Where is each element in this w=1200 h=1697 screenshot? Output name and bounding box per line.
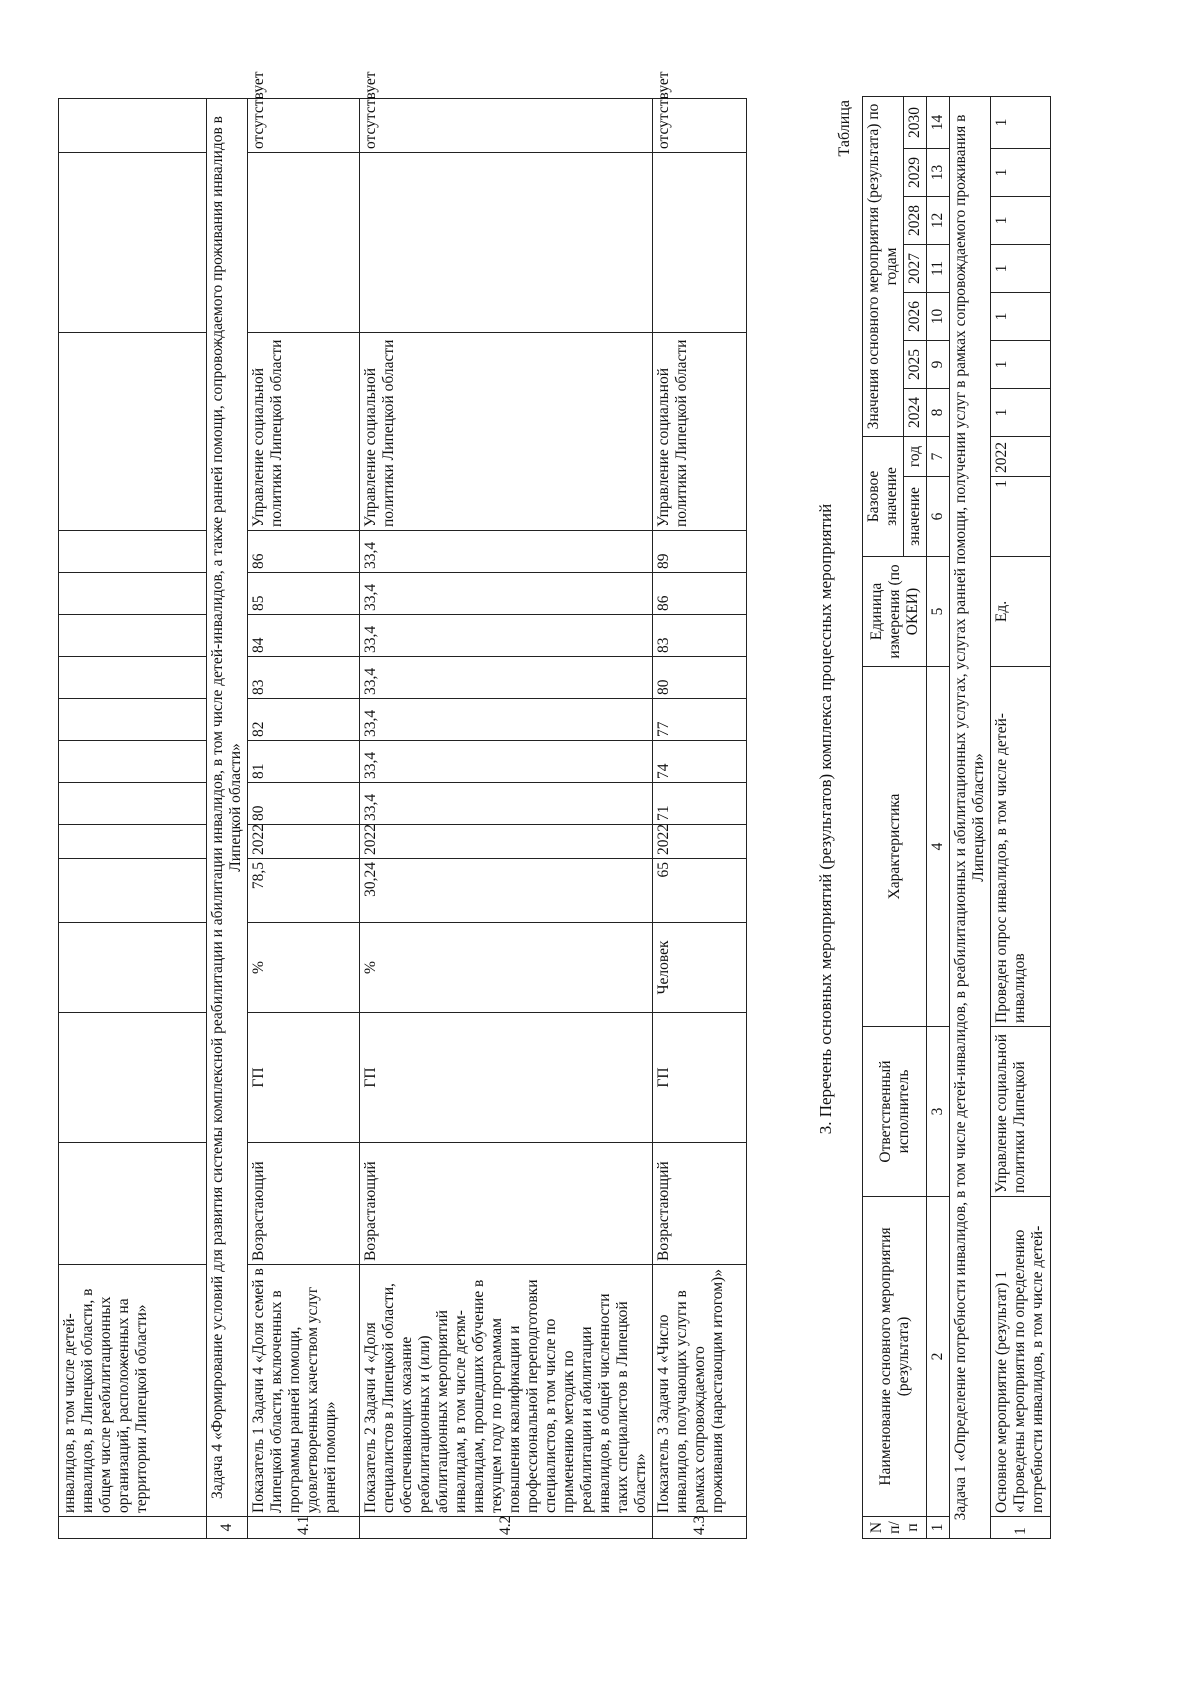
value-2025: 33,4 — [360, 741, 653, 783]
value-2030: 89 — [653, 531, 747, 573]
base-year: 2022 — [991, 436, 1051, 476]
indicator-name: Показатель 2 Задачи 4 «Доля специалистов в Липецкой области, обеспечивающих оказание реабилитационных и (или) абилитационных мероприятий инвалидам, в том числе детям-инвалидам, прошедших обучение в текущем году по программам повышения квалификации и профессиональной переподготовки специалистов, в том числе по применению методик по реабилитации и абилитации инвалидов, в общей численности таких специалистов в Липецкой области» — [360, 1265, 653, 1517]
indicator-level: ГП — [360, 1013, 653, 1143]
value-2027: 33,4 — [360, 657, 653, 699]
header-year: 2027 — [904, 244, 927, 292]
link: отсутствует — [360, 99, 653, 153]
value-2029: 85 — [248, 573, 360, 615]
value-2024: 1 — [991, 388, 1051, 436]
header-character: Характеристика — [863, 667, 927, 1027]
value-2028: 33,4 — [360, 615, 653, 657]
base-year: 2022 — [360, 825, 653, 859]
col-number: 8 — [927, 388, 950, 436]
header-num: N п/п — [863, 1517, 927, 1539]
continuation-row — [59, 99, 207, 1539]
header-base: Базовое значение — [863, 436, 904, 556]
base-value: 30,24 — [360, 859, 653, 923]
col-number: 13 — [927, 148, 950, 196]
section-title: 3. Перечень основных мероприятий (результатов) комплекса процессных мероприятий — [816, 503, 835, 1135]
value-2027: 83 — [248, 657, 360, 699]
col-number: 11 — [927, 244, 950, 292]
responsible: Управление социальной политики Липецкой области — [360, 333, 653, 531]
value-2025: 81 — [248, 741, 360, 783]
header-base-year: год — [904, 436, 927, 476]
task4-row — [207, 99, 248, 1539]
base-year: 2022 — [248, 825, 360, 859]
activity-character: Проведен опрос инвалидов, в том числе детей-инвалидов — [991, 667, 1051, 1027]
indicators-table — [58, 71, 747, 1539]
header-year: 2030 — [904, 96, 927, 148]
header-year: 2028 — [904, 196, 927, 244]
header-unit: Единица измерения (по ОКЕИ) — [863, 557, 927, 667]
link: отсутствует — [653, 99, 747, 153]
activities-table — [862, 96, 1051, 1539]
indicator-trend: Возрастающий — [360, 1143, 653, 1265]
col-number: 1 — [927, 1517, 950, 1539]
base-year: 2022 — [653, 825, 747, 859]
indicator-row-4-1 — [248, 99, 360, 1539]
col-number: 6 — [927, 477, 950, 557]
col-number: 7 — [927, 436, 950, 476]
col-number: 9 — [927, 340, 950, 388]
indicator-trend: Возрастающий — [248, 1143, 360, 1265]
base-value: 78,5 — [248, 859, 360, 923]
header-base-value: значение — [904, 477, 927, 557]
activity-responsible: Управление социальной политики Липецкой — [991, 1027, 1051, 1197]
col-number: 2 — [927, 1197, 950, 1517]
indicator-trend: Возрастающий — [653, 1143, 747, 1265]
value-2027: 80 — [653, 657, 747, 699]
value-2024: 71 — [653, 783, 747, 825]
header-row-1 — [863, 96, 904, 1538]
value-2029: 33,4 — [360, 573, 653, 615]
value-2030: 1 — [991, 96, 1051, 148]
header-name: Наименование основного мероприятия (результата) — [863, 1197, 927, 1517]
responsible: Управление социальной политики Липецкой области — [248, 333, 360, 531]
indicator-name: Показатель 1 Задачи 4 «Доля семей в Липецкой области, включенных в программы ранней помощи, удовлетворенных качеством услуг ранней помощи» — [248, 1265, 360, 1517]
task1-title: Задача 1 «Определение потребности инвалидов, в том числе детей-инвалидов, в реабилитационных и абилитационных услугах, услугах ранней помощи, получении услуг в рамках сопровождаемого проживания в Липецкой области» — [950, 96, 991, 1538]
continuation-name: инвалидов, в том числе детей-инвалидов, в Липецкой области, в общем числе реабилитационных организаций, расположенных на территории Липецкой области» — [59, 1265, 207, 1517]
activity-row-1 — [991, 96, 1051, 1538]
header-year: 2024 — [904, 388, 927, 436]
header-year: 2026 — [904, 292, 927, 340]
task4-title: Задача 4 «Формирование условий для развития системы комплексной реабилитации и абилитации инвалидов, в том числе детей-инвалидов, а также ранней помощи, сопровождаемого проживания инвалидов в Липецкой области» — [207, 99, 248, 1517]
column-numbers-row — [927, 96, 950, 1538]
responsible: Управление социальной политики Липецкой области — [653, 333, 747, 531]
activity-unit: Ед. — [991, 557, 1051, 667]
row-number: 4.2 — [360, 1517, 653, 1539]
indicator-level: ГП — [653, 1013, 747, 1143]
col-number: 10 — [927, 292, 950, 340]
col-number: 4 — [927, 667, 950, 1027]
row-number: 4.3 — [653, 1517, 747, 1539]
task1-row — [950, 96, 991, 1538]
indicator-name: Показатель 3 Задачи 4 «Число инвалидов, получающих услуги в рамках сопровождаемого проживания (нарастающим итогом)» — [653, 1265, 747, 1517]
base-value: 65 — [653, 859, 747, 923]
value-2028: 83 — [653, 615, 747, 657]
value-2030: 33,4 — [360, 531, 653, 573]
value-2026: 77 — [653, 699, 747, 741]
header-values-group: Значения основного мероприятия (результата) по годам — [863, 96, 904, 436]
value-2025: 1 — [991, 340, 1051, 388]
activity-name: Основное мероприятие (результат) 1 «Проведены мероприятия по определению потребности инвалидов, в том числе детей- — [991, 1197, 1051, 1517]
value-2028: 84 — [248, 615, 360, 657]
indicator-unit: % — [360, 923, 653, 1013]
indicator-level: ГП — [248, 1013, 360, 1143]
value-2026: 33,4 — [360, 699, 653, 741]
value-2024: 33,4 — [360, 783, 653, 825]
value-2024: 80 — [248, 783, 360, 825]
value-2026: 82 — [248, 699, 360, 741]
indicator-row-4-3 — [653, 99, 747, 1539]
col-number: 14 — [927, 96, 950, 148]
col-number: 5 — [927, 557, 950, 667]
value-2028: 1 — [991, 196, 1051, 244]
link: отсутствует — [248, 99, 360, 153]
col-number: 3 — [927, 1027, 950, 1197]
header-year: 2025 — [904, 340, 927, 388]
indicator-row-4-2 — [360, 99, 653, 1539]
value-2025: 74 — [653, 741, 747, 783]
row-number: 4.1 — [248, 1517, 360, 1539]
indicator-unit: Человек — [653, 923, 747, 1013]
value-2026: 1 — [991, 292, 1051, 340]
value-2029: 1 — [991, 148, 1051, 196]
task4-number: 4 — [207, 1517, 248, 1539]
indicator-unit: % — [248, 923, 360, 1013]
row-number: 1 — [991, 1517, 1051, 1539]
header-responsible: Ответственный исполнитель — [863, 1027, 927, 1197]
value-2030: 86 — [248, 531, 360, 573]
value-2029: 86 — [653, 573, 747, 615]
value-2027: 1 — [991, 244, 1051, 292]
table-caption: Таблица — [836, 100, 853, 157]
base-value: 1 — [991, 477, 1051, 557]
header-year: 2029 — [904, 148, 927, 196]
col-number: 12 — [927, 196, 950, 244]
